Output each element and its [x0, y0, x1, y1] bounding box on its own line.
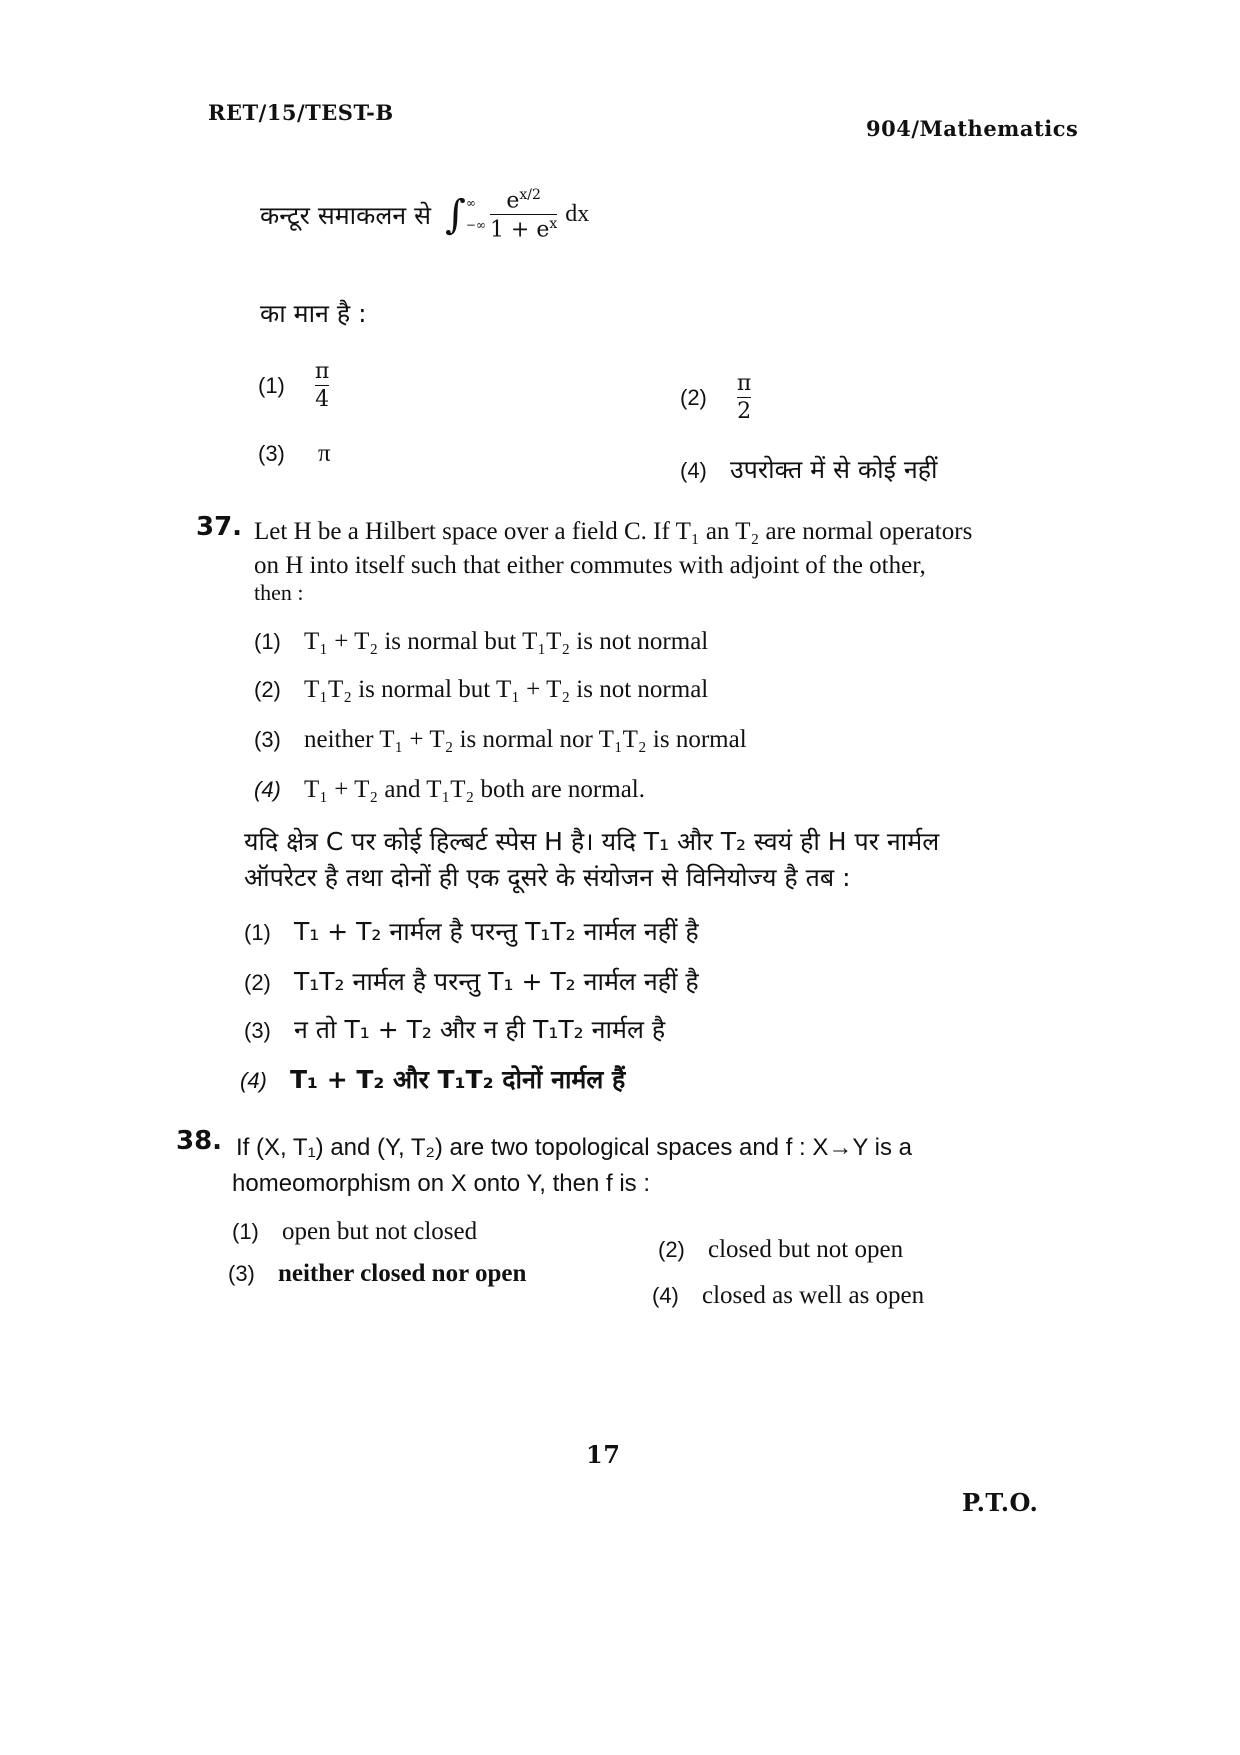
- q36-option-3: (3) π: [258, 440, 331, 467]
- q36-option-1: (1) $\frac{\pi}{4}$: [258, 359, 330, 413]
- q38-option-1: (1) open but not closed: [232, 1218, 478, 1245]
- q36-hindi-prefix: कन्टूर समाकलन से: [260, 200, 432, 230]
- page-number: 17: [586, 1440, 621, 1469]
- q36-option-4: (4) उपरोक्त में से कोई नहीं: [680, 455, 938, 484]
- q37-hindi-line2: ऑपरेटर है तथा दोनों ही एक दूसरे के संयोजन से विनियोज्य है तब :: [244, 863, 851, 892]
- q38-line2: homeomorphism on X onto Y, then f is :: [232, 1170, 651, 1197]
- q37-en-option-1: (1) T₁ + T₂ is normal but T₁T₂ is not normal: [254, 628, 709, 655]
- integral-lower-limit: −∞: [465, 217, 486, 232]
- q37-hi-option-4: (4) T₁ + T₂ और T₁T₂ दोनों नार्मल हैं: [240, 1065, 626, 1094]
- q37-line1: Let H be a Hilbert space over a field C. If T₁ an T₂ are normal operators: [254, 518, 973, 545]
- integral-limits: [466, 193, 486, 236]
- q37-hi-option-3: (3) न तो T₁ + T₂ और न ही T₁T₂ नार्मल है: [244, 1015, 666, 1044]
- q37-en-option-4: (4) T₁ + T₂ and T₁T₂ both are normal.: [254, 776, 645, 803]
- integral-sign: ∫: [445, 191, 466, 238]
- q38-line1: If (X, T₁) and (Y, T₂) are two topological spaces and f : X→Y is a: [236, 1134, 912, 1161]
- q37-en-option-2: (2) T₁T₂ is normal but T₁ + T₂ is not normal: [254, 676, 709, 703]
- integrand-denominator: $1 + e^x$: [489, 216, 558, 243]
- pi-over-2: $\frac{\pi}{2}$: [736, 371, 752, 425]
- q36-integral-line: [260, 188, 589, 242]
- q37-hi-option-2: (2) T₁T₂ नार्मल है परन्तु T₁ + T₂ नार्मल नहीं है: [244, 967, 699, 996]
- q36-option-2: (2) $\frac{\pi}{2}$: [680, 371, 752, 425]
- pi-over-4: $\frac{\pi}{4}$: [314, 359, 330, 413]
- q37-line3: then :: [254, 580, 304, 605]
- q37-en-option-3: (3) neither T₁ + T₂ is normal nor T₁T₂ is normal: [254, 726, 747, 753]
- q37-number: 37.: [196, 512, 243, 542]
- q37-hindi-line1: यदि क्षेत्र C पर कोई हिल्बर्ट स्पेस H है। यदि T₁ और T₂ स्वयं ही H पर नार्मल: [244, 827, 940, 856]
- q36-integral: [445, 188, 589, 242]
- integrand-fraction: [490, 188, 557, 242]
- integral-upper-limit: ∞: [465, 196, 476, 211]
- q38-option-2: (2) closed but not open: [658, 1236, 904, 1263]
- integral-dx: dx: [565, 201, 590, 228]
- q38-option-3: (3) neither closed nor open: [228, 1260, 527, 1287]
- q37-hi-option-1: (1) T₁ + T₂ नार्मल है परन्तु T₁T₂ नार्मल नहीं है: [244, 917, 699, 946]
- q36-hindi-line2: का मान है :: [260, 299, 367, 328]
- pto-label: P.T.O.: [962, 1488, 1039, 1517]
- header-code: RET/15/TEST-B: [208, 100, 394, 125]
- q38-option-4: (4) closed as well as open: [652, 1282, 925, 1309]
- header-subject: 904/Mathematics: [866, 116, 1079, 141]
- integrand-numerator: $e^{x/2}$: [506, 187, 541, 214]
- q38-number: 38.: [176, 1126, 223, 1156]
- q37-line2: on H into itself such that either commutes with adjoint of the other,: [254, 552, 926, 579]
